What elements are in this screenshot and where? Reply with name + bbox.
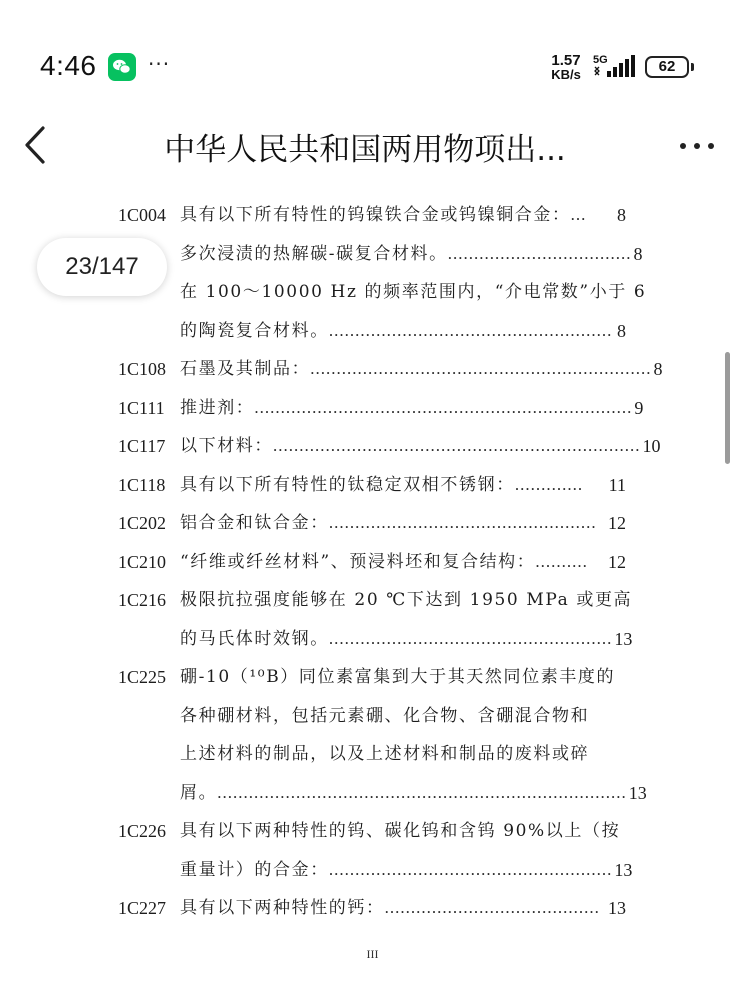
battery-tip [691,63,694,71]
toc-entry-line[interactable] [118,312,626,351]
toc-entry-code: 1C108 [118,359,167,379]
toc-page-number: 10 [642,436,661,456]
toc-dot-leader: ... [570,205,587,224]
page-indicator-badge[interactable]: 23/147 [37,238,167,296]
toc-entry-line[interactable] [118,273,647,312]
toc-entry-title: 石墨及其制品： [180,359,311,379]
toc-entry-title: 铝合金和钛合金： [180,513,329,533]
battery-indicator: 62 [645,56,689,78]
toc-entry-code: 1C210 [118,551,167,572]
toc-entry-title: 具有以下所有特性的钛稳定双相不锈钢： [180,474,515,495]
chevron-left-icon [18,120,58,170]
signal-icon [593,53,637,79]
toc-page-number: 13 [608,898,626,918]
toc-entry-code: 1C117 [118,436,166,456]
toc-entry-line[interactable] [118,235,643,274]
toc-entry-line[interactable] [118,735,626,774]
toc-entry-line[interactable] [118,466,626,505]
back-button[interactable] [18,120,58,170]
toc-page-number: 8 [633,243,643,264]
toc-entry-title: 的马氏体时效钢。 [180,628,329,649]
toc-page-number: 13 [628,782,647,803]
toc-entry-title: 具有以下所有特性的钨镍铁合金或钨镍铜合金： [180,205,571,225]
toc-dot-leader: ...................................................... [328,859,613,879]
toc-dot-leader: .............................................................................. [217,782,627,802]
toc-entry-title: 屑。 [180,782,218,803]
toc-entry-title: 具有以下两种特性的钙： [180,898,385,918]
network-speed-value: 1.57 [551,52,581,69]
toc-dot-leader: ...................................................................... [273,436,641,455]
toc-dot-leader: ......................................... [384,898,600,917]
wechat-icon [108,53,136,81]
more-dots-icon [694,143,700,149]
toc-entry-title: 以下材料： [180,436,273,456]
toc-page-number: 8 [617,205,626,225]
toc-entry-line[interactable] [118,389,644,428]
toc-entry-line[interactable] [118,196,626,235]
scrollbar-thumb[interactable] [725,352,730,464]
toc-dot-leader: ................................... [447,243,632,263]
toc-entry-code: 1C004 [118,205,167,225]
toc-entry-code: 1C216 [118,590,167,610]
toc-entry-code: 1C111 [118,397,165,418]
toc-page-number: 11 [608,474,626,495]
toc-page-number: 12 [608,513,626,533]
document-page-number: III [366,947,379,961]
toc-entry-code: 1C118 [118,474,166,495]
toc-entry-title: 的陶瓷复合材料。 [180,320,329,341]
toc-dot-leader: ...................................................... [328,628,613,648]
toc-entry-title: 推进剂： [180,397,255,418]
toc-entry-title: 上述材料的制品，以及上述材料和制品的废料或碎 [180,744,590,764]
toc-entry-title: 在 100～10000 Hz 的频率范围内，“介电常数”小于 6 [180,282,647,302]
toc-entry-code: 1C225 [118,667,167,687]
toc-entry-line[interactable] [118,427,661,466]
toc-entry-line[interactable] [118,697,626,736]
toc-entry-title: 极限抗拉强度能够在 20 ℃下达到 1950 MPa 或更高 [180,590,633,610]
toc-page-number: 13 [614,859,633,880]
toc-page-number: 8 [617,320,626,341]
document-page [0,190,745,985]
toc-entry-line[interactable] [118,543,626,582]
network-speed [546,54,586,82]
toc-entry-title: 硼-10（¹⁰B）同位素富集到大于其天然同位素丰度的 [180,667,616,687]
toc-entry-title: 具有以下两种特性的钨、碳化钨和含钨 90%以上（按 [180,821,621,841]
toc-page-number: 9 [634,397,644,418]
more-dots-icon [708,143,714,149]
toc-entry-line[interactable] [118,350,663,389]
toc-dot-leader: ................................................... [328,513,597,532]
toc-entry-line[interactable] [118,620,633,659]
toc-entry-line[interactable] [118,658,626,697]
more-options-button[interactable] [672,126,722,166]
toc-dot-leader: ............. [514,474,584,494]
toc-entry-title: 多次浸渍的热解碳-碳复合材料。 [180,243,448,264]
toc-entry-title: 各种硼材料，包括元素硼、化合物、含硼混合物和 [180,705,590,726]
toc-entry-line[interactable] [118,774,647,813]
network-speed-unit: KB/s [551,67,581,82]
more-notifications-icon: ··· [148,52,171,76]
toc-dot-leader: .......... [535,551,588,571]
toc-page-number: 13 [614,628,633,649]
toc-entry-title: 重量计）的合金： [180,859,329,880]
toc-entry-code: 1C202 [118,513,167,533]
toc-entry-line[interactable] [118,812,626,851]
toc-entry-code: 1C226 [118,821,167,841]
toc-entry-line[interactable] [118,851,633,890]
toc-entry-line[interactable] [118,581,633,620]
toc-entry-line[interactable] [118,889,626,928]
clock: 4:46 [40,50,97,81]
toc-entry-line[interactable] [118,504,626,543]
network-type-label: 5G [593,54,608,66]
toc-entry-title: “纤维或纤丝材料”、预浸料坯和复合结构： [180,551,536,572]
toc-page-number: 8 [653,359,663,379]
more-dots-icon [680,143,686,149]
page-title: 中华人民共和国两用物项出... [164,132,566,168]
toc-dot-leader: ................................................................. [310,359,652,378]
toc-page-number: 12 [608,551,626,572]
toc-entry-code: 1C227 [118,898,167,918]
toc-dot-leader: ........................................................................ [254,397,633,417]
status-bar [0,0,745,110]
toc-dot-leader: ...................................................... [328,320,613,340]
